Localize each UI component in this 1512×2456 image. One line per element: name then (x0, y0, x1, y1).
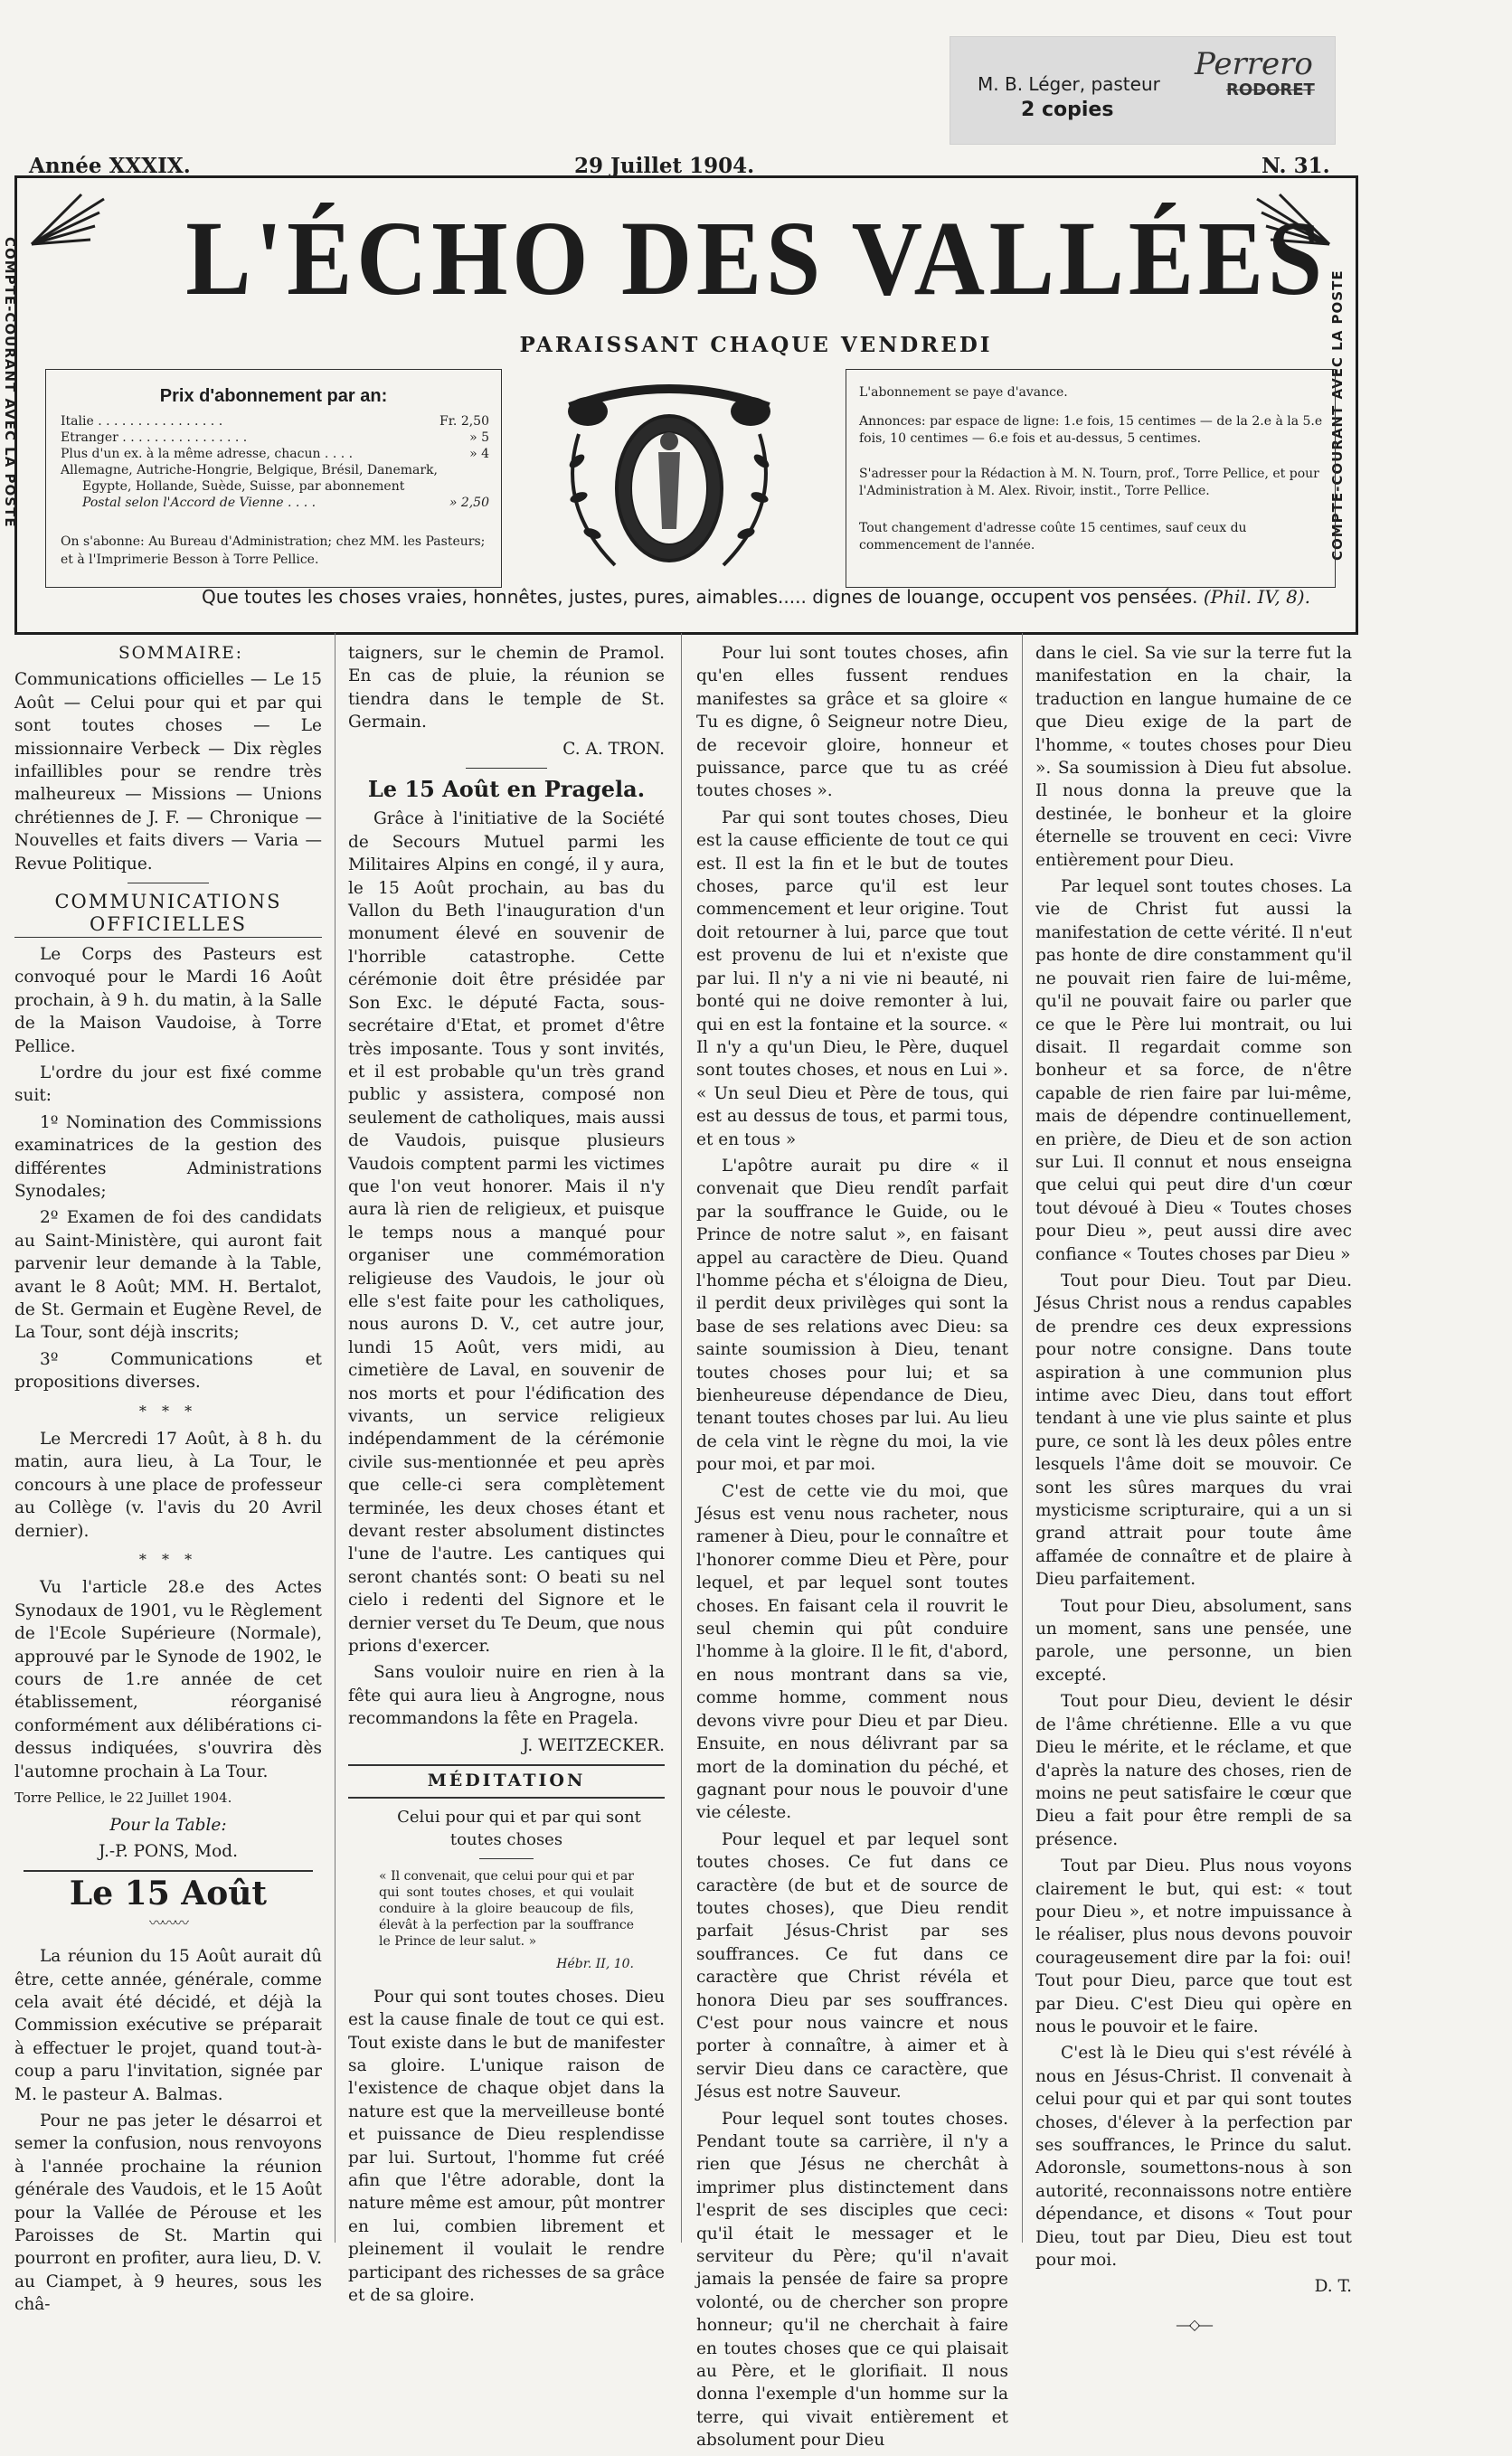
paragraph: dans le ciel. Sa vie sur la terre fut la manifestation en la chair, la traduction en langue humaine de ce que Dieu exige de la part de l'homme, « toutes choses pour Dieu ». Sa soumission à Dieu fut absolue. Il nous donna la preuve que la destinée, le bonheur et la gloire éternelle se trouvent en ceci: Vivre entièrement pour Dieu. (1035, 644, 1352, 870)
row-price: Fr. 2,50 (439, 414, 489, 429)
signature-label: Pour la Table: (109, 1815, 227, 1835)
paragraph: Sans vouloir nuire en rien à la fête qui aura lieu à Angrogne, nous recommandons la fête en Pragela. (348, 1663, 665, 1729)
newspaper-title: L'ÉCHO DES VALLÉES (185, 199, 1327, 317)
stamp-struck-town: RODORET (1226, 80, 1315, 99)
paragraph: Tout pour Dieu. Tout par Dieu. Jésus Christ nous a rendus capables de prendre ces deux expressions pour notre consigne. Dans toute aspiration à une communion plus intime avec Dieu, dans tout effort tendant à une vie plus sainte et plus pure, ce sont là les deux pôles entre lesquels l'âme doit se mouvoir. Ce sont les sûres marques du vrai mysticisme scripturaire, qui a un si grand attrait pour toute âme affamée de connaître et de plaire à Dieu parfaitement. (1035, 1271, 1352, 1590)
info-box (846, 369, 1336, 588)
date-line: Torre Pellice, le 22 Juillet 1904. (14, 1790, 232, 1807)
paragraph: Par qui sont toutes choses, Dieu est la cause efficiente de tout ce qui est. Il est la fin et le but de toutes choses, parce qu'il est leur commencement et leur origine. Tout doit retourner à lui, parce que tout est provenu de lui et n'existe que par lui. Il n'y a ni vie ni beauté, ni bonté qui ne doive remonter à lui, qui en est la fontaine et la source. « Il n'y a qu'un Dieu, le Père, duquel sont toutes choses, et nous en Lui ». « Un seul Dieu et Père de tous, qui est au dessus de tous, et parmi tous, et en tous » (696, 808, 1008, 1149)
stars-separator: * * * (138, 1402, 198, 1420)
row-price: » 2,50 (449, 496, 489, 510)
info-change: Tout changement d'adresse coûte 15 centimes, sauf ceux du commencement de l'année. (859, 521, 1247, 553)
info-address: S'adresser pour la Rédaction à M. N. Tourn, prof., Torre Pellice, et pour l'Administration à M. Alex. Rivoir, instit., Torre Pellice. (859, 467, 1319, 498)
newspaper-subtitle: PARAISSANT CHAQUE VENDREDI (519, 333, 993, 357)
paragraph: Tout pour Dieu, absolument, sans un moment, sans une pensée, une parole, une personne, un bien excepté. (1035, 1596, 1352, 1685)
subscription-title: Prix d'abonnement par an: (159, 386, 388, 406)
subscription-row (61, 446, 495, 462)
article-title: Celui pour qui et par qui sont toutes choses (397, 1807, 641, 1849)
paragraph: L'ordre du jour est fixé comme suit: (14, 1063, 322, 1106)
motto-reference: (Phil. IV, 8). (1203, 586, 1310, 608)
wavy-ornament-icon: 〰〰〰 (148, 1913, 187, 1932)
paragraph: 3º Communications et propositions diverses. (14, 1349, 322, 1393)
row-label: Plus d'un ex. à la même adresse, chacun . . . . (61, 447, 354, 461)
subscription-row (61, 430, 495, 446)
subscription-note: On s'abonne: Au Bureau d'Administration; chez MM. les Pasteurs; et à l'Imprimerie Besson à Torre Pellice. (61, 534, 486, 567)
subscription-box (45, 369, 502, 588)
stamp-handwritten-town: Perrero (1195, 46, 1313, 82)
paragraph: Pour lui sont toutes choses, afin qu'en elles fussent rendues manifestes sa grâce et sa gloire « Tu es digne, ô Seigneur notre Dieu, de recevoir gloire, honneur et puissance, parce que tu as créé toutes choses ». (696, 644, 1008, 801)
paragraph: Pour qui sont toutes choses. Dieu est la cause finale de tout ce qui est. Tout existe dans le but de manifester sa gloire. L'unique raison de l'existence de chaque objet dans la nature est que la merveilleuse bonté et puissance de Dieu resplendisse par lui. Surtout, l'homme fut créé afin que l'être adorable, dont la nature même est amour, pût montrer en lui, combien librement et pleinement il voulait le rendre participant des richesses de sa grâce et de sa gloire. (348, 1987, 665, 2305)
paragraph: taigners, sur le chemin de Pramol. En cas de pluie, la réunion se tiendra dans le temple de St. Germain. (348, 644, 665, 732)
paragraph: Le Corps des Pasteurs est convoqué pour le Mardi 16 Août prochain, à 9 h. du matin, à la Salle de la Maison Vaudoise, à Torre Pellice. (14, 944, 322, 1056)
sommaire-text: Communications officielles — Le 15 Août — Celui pour qui et par qui sont toutes choses — Le missionnaire Verbeck — Dix règles infaillibles pour se rendre très malheureux — Missions — Unions chrétiennes de J. F. — Chronique — Nouvelles et faits divers — Varia — Revue Politique. (14, 670, 322, 874)
row-label: Allemagne, Autriche-Hongrie, Belgique, Brésil, Danemark, (61, 463, 438, 477)
row-label: Postal selon l'Accord de Vienne . . . . (82, 496, 317, 510)
address-stamp (950, 36, 1336, 145)
paragraph: Pour lequel sont toutes choses. Pendant toute sa carrière, il n'y a rien que Jésus ne cherchât à imprimer plus distinctement dans l'esprit de ses disciples que ceci: qu'il était le messager et le serviteur du Père; qu'il n'avait jamais la pensée de faire sa propre volonté, ou de chercher son propre honneur; qu'il ne cherchait à faire en toutes choses que ce qui plaisait au Père, et le glorifiait. Il nous donna l'exemple d'un homme sur la terre, qui vivait entièrement et absolument pour Dieu (696, 2109, 1008, 2451)
signature: J.-P. PONS, Mod. (99, 1841, 238, 1861)
stamp-recipient: M. B. Léger, pasteur (978, 73, 1160, 95)
motto (0, 586, 1512, 608)
paragraph: Tout pour Dieu, devient le désir de l'âme chrétienne. Elle a vu que Dieu le mérite, et le réclame, et que d'après la nature des choses, rien de moins ne peut satisfaire le cœur que Dieu a fait pour être rempli de sa présence. (1035, 1692, 1352, 1849)
epigraph-reference: Hébr. II, 10. (556, 1957, 634, 1972)
paragraph: C'est de cette vie du moi, que Jésus est venu nous racheter, nous ramener à Dieu, pour le connaître et l'honorer comme Dieu et Père, pour lequel, et par lequel sont toutes choses. En faisant cela il rouvrit le seul chemin qui pût conduire l'homme à la gloire. Il le fit, d'abord, en nous montrant dans sa vie, comme homme, comment nous devons vivre pour Dieu et par Dieu. Ensuite, en nous délivrant par sa mort de la domination du péché, et gagnant pour nous le pouvoir d'une vie céleste. (696, 1481, 1008, 1823)
paragraph: Le Mercredi 17 Août, à 8 h. du matin, aura lieu, à La Tour, le concours à une place de professeur au Collège (v. l'avis du 20 Avril dernier). (14, 1430, 322, 1541)
stamp-copies: 2 copies (1021, 99, 1114, 121)
info-annonces: Annonces: par espace de ligne: 1.e fois, 15 centimes — de la 2.e à la 5.e fois, 10 centimes — 6.e fois et au-dessus, 5 centimes. (859, 414, 1323, 446)
paragraph: Grâce à l'initiative de la Société de Secours Mutuel parmi les Militaires Alpins en congé, il y aura, le 15 Août prochain, au bas du Vallon du Beth l'inauguration d'un monument élevé en souvenir de l'horrible catastrophe. Cette cérémonie doit être présidée par Son Exc. le député Facta, sous-secrétaire d'Etat, et promet d'être très imposante. Tous y sont invités, et il est probable qu'un très grand public y assistera, composé non seulement de catholiques, mais aussi de Vaudois, puisque plusieurs Vaudois comptent parmi les victimes que l'on veut honorer. Mais il n'y aura là rien de religieux, et puisque le temps nous a manqué pour organiser une commémoration religieuse des Vaudois, le jour où elle s'est faite pour les catholiques, nous aurons D. V., cet autre jour, lundi 15 Août, vers midi, au cimetière de Laval, en souvenir de nos morts et pour l'édification des vivants, un service religieux indépendamment de la cérémonie civile sus-mentionnée et peu après que celle-ci sera complètement terminée, les deux choses étant et devant rester absolument distinctes l'une de l'autre. Les cantiques qui seront chantés sont: O beati su nel cielo i redenti del Signore et le dernier verset du Te Deum, que nous prions d'exercer. (348, 809, 665, 1657)
paragraph: Tout par Dieu. Plus nous voyons clairement le but, qui est: « tout pour Dieu », et notre impuissance à le réaliser, plus nous devons pouvoir courageusement dire par la foi: oui! Tout pour Dieu, parce que tout est par Dieu. C'est Dieu qui opère en nous le pouvoir et le faire. (1035, 1856, 1352, 2036)
paragraph: Vu l'article 28.e des Actes Synodaux de 1901, vu le Règlement de l'Ecole Supérieure (Normale), approuvé par le Synode de 1902, le cours de 1.re année de cet établissement, réorganisé conformément aux délibérations ci-dessus indiquées, s'ouvrira dès l'automne prochain à La Tour. (14, 1578, 322, 1781)
issue-year: Année XXXIX. (29, 154, 191, 178)
sommaire-title: SOMMAIRE: (118, 644, 244, 663)
signature: D. T. (1314, 2277, 1352, 2297)
paragraph: Pour lequel et par lequel sont toutes choses. Ce fut dans ce caractère (de but et de source de toutes choses), que Dieu rendit parfait Jésus-Christ par ses souffrances. Ce fut dans ce caractère que Christ révéla et honora Dieu par ses souffrances. C'est pour nous vaincre et nous porter à connaître, à aimer et à servir Dieu dans ce caractère, que Jésus est notre Sauveur. (696, 1829, 1008, 2102)
subscription-row (61, 413, 495, 430)
signature: C. A. TRON. (562, 739, 665, 759)
waldensian-emblem-icon (552, 371, 787, 579)
column-4 (1035, 642, 1352, 2347)
epigraph: « Il convenait, que celui pour qui et par qui sont toutes choses, et qui voulait conduire à la gloire beaucoup de fils, élevât à la perfection par la souffrance le Prince de leur salut. » (379, 1869, 634, 1950)
side-label-right: COMPTE-COURANT AVEC LA POSTE (1329, 269, 1346, 561)
issue-date: 29 Juillet 1904. (574, 154, 755, 178)
info-payment: L'abonnement se paye d'avance. (859, 385, 1068, 400)
paragraph: La réunion du 15 Août aurait dû être, cette année, générale, comme cela avait été décidé, et déjà la Commission exécutive se préparait à effectuer le projet, quand tout-à-coup a paru l'invitation, signée par M. le pasteur A. Balmas. (14, 1947, 322, 2104)
article-title: Le 15 Août (69, 1875, 268, 1913)
section-heading: MÉDITATION (348, 1764, 665, 1798)
paragraph: C'est là le Dieu qui s'est révélé à nous en Jésus-Christ. Il convenait à celui pour qui et par qui sont toutes choses, d'élever à la perfection par ses souffrances, le Prince du salut. Adoronsle, soumettons-nous à son autorité, reconnaissons notre entière dépendance, et disons « Tout pour Dieu, tout par Dieu, Dieu est tout pour moi. (1035, 2044, 1352, 2271)
side-label-left: COMPTE-COURANT AVEC LA POSTE (2, 237, 18, 528)
end-ornament-icon: ―◇― (1176, 2315, 1212, 2333)
stars-separator: * * * (138, 1551, 198, 1569)
section-heading: COMMUNICATIONS OFFICIELLES (14, 891, 322, 938)
divider (24, 1870, 313, 1872)
row-price: » 4 (469, 447, 489, 461)
subscription-row (61, 478, 495, 495)
column-1 (14, 642, 322, 2320)
subscription-row (61, 495, 495, 511)
subscription-row (61, 462, 495, 478)
article-title: Le 15 Août en Pragela. (367, 776, 646, 803)
row-price: » 5 (469, 430, 489, 445)
signature: J. WEITZECKER. (522, 1735, 665, 1755)
row-label: Italie . . . . . . . . . . . . . . . . (61, 414, 223, 429)
paragraph: Par lequel sont toutes choses. La vie de Christ fut aussi la manifestation de cette vérité. Il n'eut pas honte de dire constamment qu'il ne pouvait rien faire de lui-même, qu'il ne pouvait faire ou parler que ce que le Père lui montrait, ou lui disait. Il regardait comme son bonheur et sa force, de n'être capable de rien faire par lui-même, mais de dépendre continuellement, en prière, de Dieu et de son action sur Lui. Il connut et nous enseigna que celui qui peut dire d'un cœur tout dévoué à Dieu « Toutes choses pour Dieu », peut aussi dire avec confiance « Toutes choses par Dieu » (1035, 877, 1352, 1264)
column-divider (681, 633, 682, 2243)
issue-number: N. 31. (1262, 154, 1330, 178)
divider (466, 768, 547, 769)
paragraph: 2º Examen de foi des candidats au Saint-Ministère, qui auront fait parvenir leur demande à la Table, avant le 8 Août; MM. H. Bertalot, de St. Germain et Eugène Revel, de La Tour, sont déjà inscrits; (14, 1208, 322, 1343)
paragraph: Pour ne pas jeter le désarroi et semer la confusion, nous renvoyons à l'année prochaine la réunion générale des Vaudois, et le 15 Août pour la Vallée de Pérouse et les Paroisses de St. Martin qui pourront en profiter, aura lieu, D. V. au Ciampet, à 9 heures, sous les châ- (14, 2111, 322, 2315)
column-divider (1022, 633, 1023, 2243)
column-2 (348, 642, 665, 2310)
paragraph: L'apôtre aurait pu dire « il convenait que Dieu rendît parfait par la souffrance le Guide, ou le Prince de notre salut », en faisant appel au caractère de Dieu. Quand l'homme pécha et s'éloigna de Dieu, il perdit deux privilèges qui sont la base de ses relations avec Dieu: sa sainte soumission à Dieu, tenant toutes choses pour lui; et sa bienheureuse dépendance de Dieu, tenant toutes choses par lui. Au lieu de cela vint le règne du moi, la vie pour moi, et par moi. (696, 1156, 1008, 1475)
row-label: Etranger . . . . . . . . . . . . . . . . (61, 430, 248, 445)
motto-text: Que toutes les choses vraies, honnêtes, justes, pures, aimables..... dignes de louange, occupent vos pensées. (202, 586, 1198, 608)
column-3 (696, 642, 1008, 2456)
row-label: Egypte, Hollande, Suède, Suisse, par abonnement (82, 479, 405, 494)
paragraph: 1º Nomination des Commissions examinatrices de la gestion des différentes Administrations Synodales; (14, 1112, 322, 1201)
divider (479, 1858, 534, 1859)
